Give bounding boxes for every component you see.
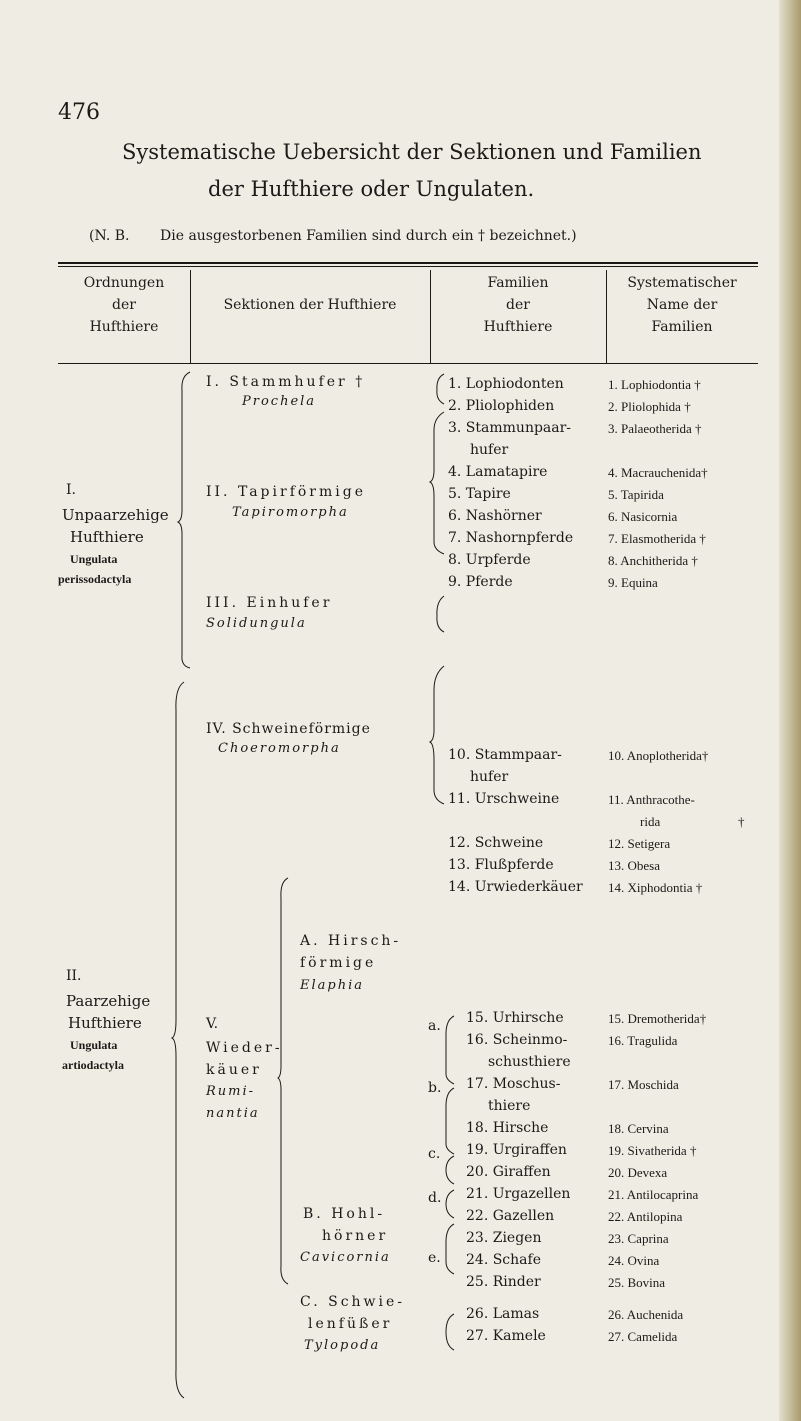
- group-e-letter: e.: [428, 1250, 441, 1266]
- order-1-latin-2: perissodactyla: [58, 572, 132, 586]
- sys-2: 2. Pliolophida †: [608, 399, 691, 414]
- group-b-letter: b.: [428, 1080, 442, 1096]
- section-5-latin-1: Rumi-: [206, 1084, 256, 1099]
- family-26: 26. Lamas: [466, 1306, 540, 1322]
- section-5-brace: [276, 876, 292, 1286]
- family-11: 11. Urschweine: [448, 791, 560, 807]
- order-1-german-1: Unpaarzehige: [62, 506, 169, 524]
- table-top-rule: [58, 262, 758, 264]
- sys-18: 18. Cervina: [608, 1121, 669, 1136]
- sys-21: 21. Antilocaprina: [608, 1187, 699, 1202]
- family-3-cont: hufer: [470, 442, 509, 458]
- order-2-brace: [170, 680, 188, 1400]
- family-16: 16. Scheinmo-: [466, 1032, 568, 1048]
- header-families: Familien der Hufthiere: [483, 275, 553, 335]
- sys-22: 22. Antilopina: [608, 1209, 683, 1224]
- group-d-letter: d.: [428, 1190, 442, 1206]
- family-24: 24. Schafe: [466, 1252, 541, 1268]
- header-systematic: Systematischer Name der Familien: [627, 275, 737, 335]
- family-22: 22. Gazellen: [466, 1208, 555, 1224]
- section-4-latin: Choeromorpha: [218, 741, 341, 756]
- section-2: II. Tapirförmige: [206, 484, 366, 500]
- sys-3: 3. Palaeotherida †: [608, 421, 702, 436]
- sys-4: 4. Macrauchenida†: [608, 465, 708, 480]
- section-5-roman: V.: [206, 1016, 219, 1032]
- family-19: 19. Urgiraffen: [466, 1142, 567, 1158]
- subsection-b: B. Hohl-: [303, 1206, 386, 1222]
- sys-15: 15. Dremotherida†: [608, 1011, 707, 1026]
- order-1-roman: I.: [66, 482, 76, 498]
- sys-12: 12. Setigera: [608, 836, 671, 851]
- family-16-cont: schusthiere: [488, 1054, 571, 1070]
- family-14: 14. Urwiederkäuer: [448, 879, 583, 895]
- table-top-rule-thin: [58, 266, 758, 267]
- family-8: 8. Urpferde: [448, 552, 531, 568]
- family-21: 21. Urgazellen: [466, 1186, 571, 1202]
- sys-10: 10. Anoplotherida†: [608, 748, 709, 763]
- title-line-1: Systematische Uebersicht der Sektionen und Familien: [122, 140, 702, 164]
- family-6: 6. Nashörner: [448, 508, 542, 524]
- page-edge: [779, 0, 801, 1421]
- family-18: 18. Hirsche: [466, 1120, 549, 1136]
- section-3: III. Einhufer: [206, 595, 333, 611]
- family-3: 3. Stammunpaar-: [448, 420, 572, 436]
- group-c-letter: c.: [428, 1146, 441, 1162]
- family-27: 27. Kamele: [466, 1328, 546, 1344]
- subsection-c: C. Schwie-: [300, 1294, 406, 1310]
- family-7: 7. Nashornpferde: [448, 530, 574, 546]
- sys-26: 26. Auchenida: [608, 1307, 684, 1322]
- subsection-a-latin: Elaphia: [300, 978, 365, 993]
- sys-9: 9. Equina: [608, 575, 658, 590]
- section-2-latin: Tapiromorpha: [232, 505, 349, 520]
- family-5: 5. Tapire: [448, 486, 511, 502]
- family-23: 23. Ziegen: [466, 1230, 542, 1246]
- sys-5: 5. Tapirida: [608, 487, 664, 502]
- sys-27: 27. Camelida: [608, 1329, 678, 1344]
- order-1-latin-1: Ungulata: [70, 552, 118, 566]
- subsection-a-2: förmige: [300, 955, 377, 971]
- subsection-b-2: hörner: [322, 1228, 389, 1244]
- sys-13: 13. Obesa: [608, 858, 660, 873]
- note-text: Die ausgestorbenen Familien sind durch ein † bezeichnet.): [160, 228, 577, 244]
- order-2-german-2: Hufthiere: [68, 1014, 142, 1032]
- header-sections: Sektionen der Hufthiere: [223, 297, 397, 313]
- header-bottom-rule: [58, 363, 758, 364]
- page-number: 476: [58, 100, 100, 125]
- section-5-german-1: Wieder-: [206, 1040, 283, 1056]
- group-a-letter: a.: [428, 1018, 441, 1034]
- sys-17: 17. Moschida: [608, 1077, 679, 1092]
- family-12: 12. Schweine: [448, 835, 544, 851]
- order-2-roman: II.: [66, 968, 82, 984]
- section-1: I. Stammhufer †: [206, 374, 366, 390]
- sys-11: 11. Anthracothe-: [608, 792, 695, 807]
- section-3-latin: Solidungula: [206, 616, 307, 631]
- sys-11-cont: rida: [640, 814, 661, 829]
- group-braces: [440, 1014, 460, 1404]
- family-25: 25. Rinder: [466, 1274, 541, 1290]
- sys-19: 19. Sivatherida †: [608, 1143, 697, 1158]
- section-5-german-2: käuer: [206, 1062, 262, 1078]
- family-4: 4. Lamatapire: [448, 464, 548, 480]
- sys-8: 8. Anchitherida †: [608, 553, 698, 568]
- family-17: 17. Moschus-: [466, 1076, 561, 1092]
- note-prefix: (N. B.: [89, 228, 130, 244]
- order-2-latin-2: artiodactyla: [62, 1058, 124, 1072]
- family-10-cont: hufer: [470, 769, 509, 785]
- subsection-b-latin: Cavicornia: [300, 1250, 391, 1265]
- sys-14: 14. Xiphodontia †: [608, 880, 703, 895]
- section-1-latin: Prochela: [242, 394, 317, 409]
- section-4: IV. Schweineförmige: [206, 721, 371, 737]
- sys-7: 7. Elasmotherida †: [608, 531, 706, 546]
- sys-20: 20. Devexa: [608, 1165, 668, 1180]
- sys-23: 23. Caprina: [608, 1231, 669, 1246]
- sys-24: 24. Ovina: [608, 1253, 660, 1268]
- family-15: 15. Urhirsche: [466, 1010, 564, 1026]
- family-13: 13. Flußpferde: [448, 857, 554, 873]
- family-2: 2. Pliolophiden: [448, 398, 555, 414]
- order-2-german-1: Paarzehige: [66, 992, 151, 1010]
- subsection-c-latin: Tylopoda: [304, 1338, 381, 1353]
- sys-16: 16. Tragulida: [608, 1033, 678, 1048]
- subsection-a: A. Hirsch-: [300, 933, 402, 949]
- family-9: 9. Pferde: [448, 574, 513, 590]
- family-17-cont: thiere: [488, 1098, 531, 1114]
- family-1: 1. Lophiodonten: [448, 376, 564, 392]
- title-line-2: der Hufthiere oder Ungulaten.: [208, 177, 535, 201]
- header-orders: Ordnungen der Hufthiere: [83, 275, 165, 335]
- subsection-c-2: lenfüßer: [308, 1316, 393, 1332]
- section-5-latin-2: nantia: [206, 1106, 260, 1121]
- sys-25: 25. Bovina: [608, 1275, 666, 1290]
- sys-11-dagger: †: [738, 814, 745, 829]
- order-1-brace: [176, 370, 194, 670]
- family-10: 10. Stammpaar-: [448, 747, 562, 763]
- order-2-latin-1: Ungulata: [70, 1038, 118, 1052]
- sys-6: 6. Nasicornia: [608, 509, 678, 524]
- order-1-german-2: Hufthiere: [70, 528, 144, 546]
- column-divider-1: [190, 270, 191, 363]
- family-braces: [428, 370, 448, 1040]
- sys-1: 1. Lophiodontia †: [608, 377, 701, 392]
- family-20: 20. Giraffen: [466, 1164, 551, 1180]
